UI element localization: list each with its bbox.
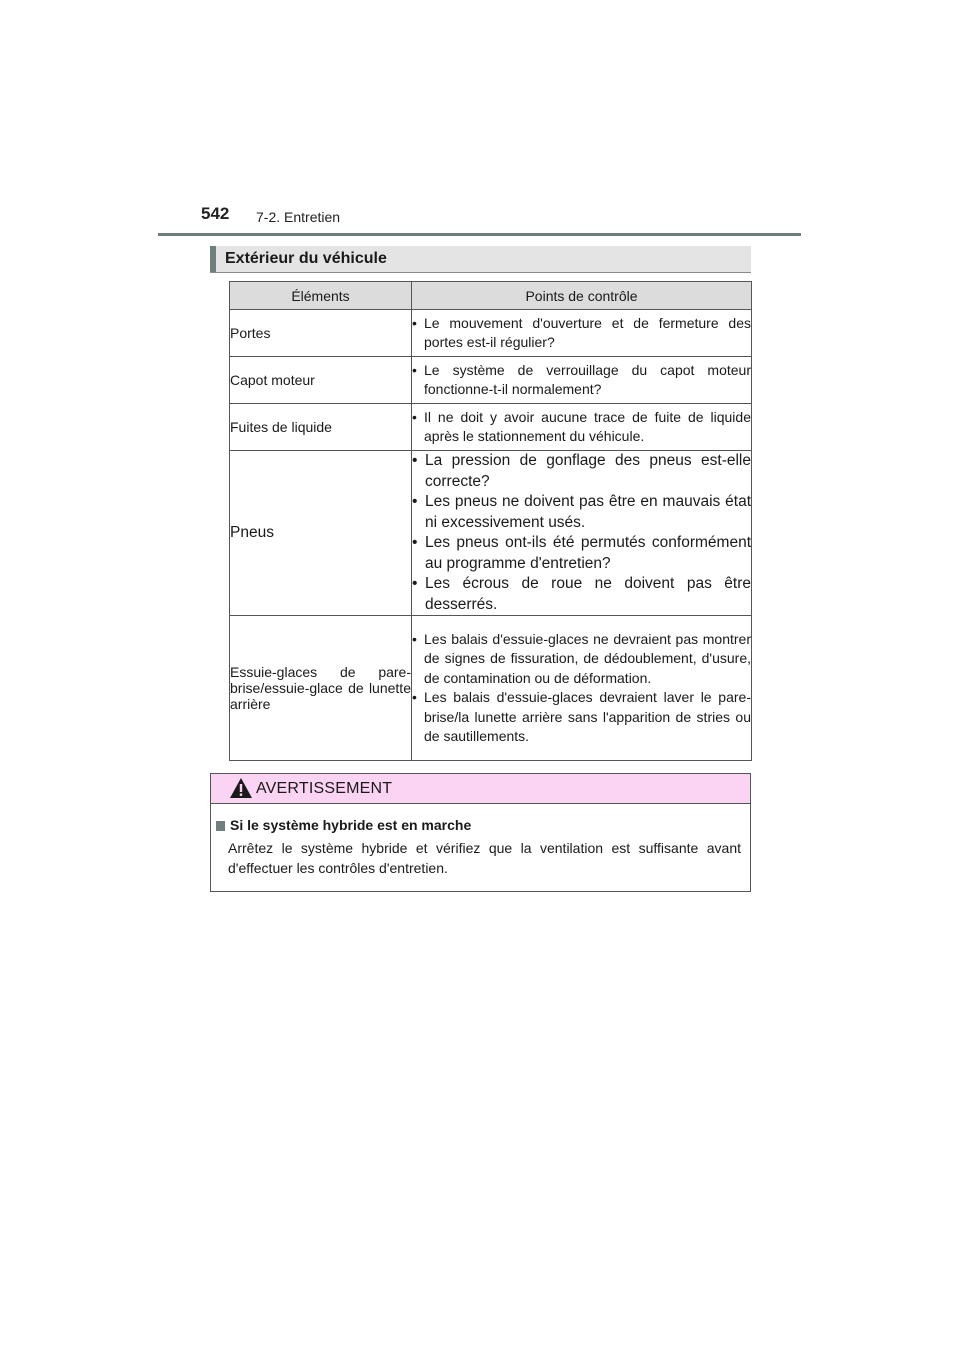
inspection-table <box>229 281 752 761</box>
checkpoint-list <box>412 451 751 615</box>
row-checkpoints <box>412 451 752 616</box>
table-row <box>230 616 752 761</box>
section-title-bar <box>210 246 751 273</box>
chapter-section-label: 7-2. Entretien <box>256 209 341 225</box>
table-row <box>230 310 752 357</box>
checkpoint-list <box>412 314 751 353</box>
checkpoint-item: • Les balais d'essuie-glaces devraient laver le pare-brise/la lunette arrière sans l'apparition de stries ou de sautillements. <box>412 688 751 747</box>
row-checkpoints <box>412 357 752 404</box>
row-checkpoints <box>412 310 752 357</box>
table-row <box>230 404 752 451</box>
warning-header <box>211 774 750 804</box>
table-header-row <box>230 282 752 310</box>
row-checkpoints <box>412 616 752 761</box>
checkpoint-item: • Il ne doit y avoir aucune trace de fuite de liquide après le stationnement du véhicule. <box>412 408 751 447</box>
column-header-elements: Éléments <box>230 282 412 310</box>
checkpoint-item: • Le mouvement d'ouverture et de fermeture des portes est-il régulier? <box>412 314 751 353</box>
page-number: 542 <box>201 204 230 223</box>
checkpoint-list <box>412 361 751 400</box>
warning-triangle-icon <box>229 777 253 799</box>
section-title: Extérieur du véhicule <box>225 250 387 267</box>
checkpoint-list <box>412 408 751 447</box>
row-item-label: Pneus <box>230 451 412 616</box>
column-header-checkpoints: Points de contrôle <box>412 282 752 310</box>
section-accent-bar <box>210 246 216 272</box>
checkpoint-item: • Les pneus ne doivent pas être en mauvais état ni excessivement usés. <box>412 492 751 533</box>
checkpoint-item: • Les écrous de roue ne doivent pas être desserrés. <box>412 574 751 615</box>
square-bullet-icon <box>216 821 225 831</box>
checkpoint-item: • Les pneus ont-ils été permutés conformément au programme d'entretien? <box>412 533 751 574</box>
row-item-label: Portes <box>230 310 412 357</box>
checkpoint-list <box>412 630 751 747</box>
warning-body-text: Arrêtez le système hybride et vérifiez que la ventilation est suffisante avant d'effectuer les contrôles d'entretien. <box>228 840 741 876</box>
warning-subheading <box>216 817 471 833</box>
row-item-label: Capot moteur <box>230 357 412 404</box>
row-checkpoints <box>412 404 752 451</box>
checkpoint-item: • Les balais d'essuie-glaces ne devraient pas montrer de signes de fissuration, de dédoublement, d'usure, de contamination ou de déformation. <box>412 630 751 689</box>
table-row <box>230 451 752 616</box>
checkpoint-item: • Le système de verrouillage du capot moteur fonctionne-t-il normalement? <box>412 361 751 400</box>
table-row <box>230 357 752 404</box>
warning-subheading-text: Si le système hybride est en marche <box>230 817 472 833</box>
row-item-label: Essuie-glaces de pare-brise/essuie-glace de lunette arrière <box>230 616 412 761</box>
checkpoint-item: • La pression de gonflage des pneus est-elle correcte? <box>412 451 751 492</box>
row-item-label: Fuites de liquide <box>230 404 412 451</box>
header-rule <box>158 233 801 236</box>
warning-title: AVERTISSEMENT <box>256 780 393 797</box>
warning-box <box>210 773 751 892</box>
